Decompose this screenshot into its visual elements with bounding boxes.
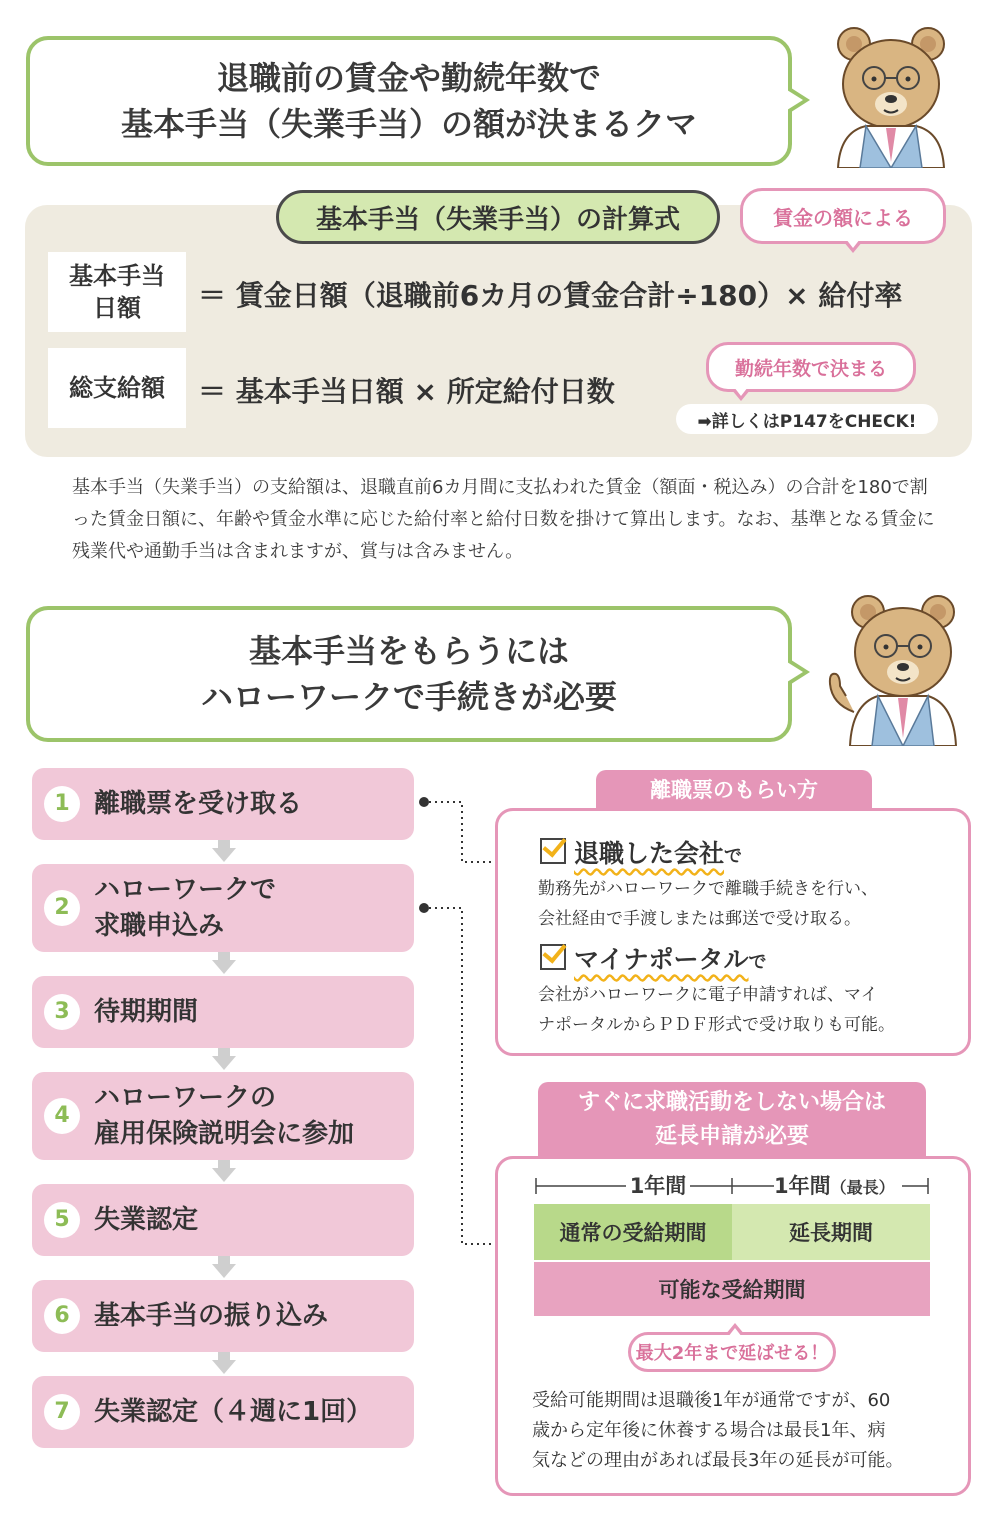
text-line: 気などの理由があれば最長3年の延長が可能。	[532, 1450, 904, 1471]
step-label: 待期期間	[94, 997, 199, 1027]
step-number: 3	[44, 994, 80, 1030]
period-1-label: 1年間	[626, 1170, 690, 1200]
slip-option-mynaportal-suffix: で	[748, 952, 767, 973]
step-label: ハローワークで	[94, 875, 277, 905]
text-line: 会社がハローワークに電子申請すれば、マイ	[538, 985, 878, 1005]
step-label: ハローワークの	[94, 1083, 277, 1113]
step-5	[32, 1184, 414, 1256]
check-page-link[interactable]: ➡詳しくはP147をCHECK!	[676, 404, 938, 434]
speech-bubble-wage	[26, 36, 792, 166]
separation-slip-tab: 離職票のもらい方	[596, 770, 872, 810]
step-label-2: 求職申込み	[94, 911, 225, 941]
bubble-line-2: 基本手当（失業手当）の額が決まるクマ	[120, 105, 697, 143]
extension-text	[532, 1386, 903, 1476]
years-note-text: 勤続年数で決まる	[734, 357, 887, 380]
extension-tab-line1: すぐに求職活動をしない場合は	[577, 1090, 886, 1115]
text-line: 歳から定年後に休養する場合は最長1年、病	[532, 1420, 886, 1441]
text-line: ナポータルからＰＤＦ形式で受け取りも可能。	[538, 1015, 895, 1035]
down-arrow-icon	[212, 1360, 236, 1374]
slip-option-company-text	[538, 874, 878, 934]
daily-allowance-label-line1: 基本手当	[69, 262, 165, 290]
step-number: 6	[44, 1298, 80, 1334]
bubble2-line-1: 基本手当をもらうには	[248, 632, 569, 670]
daily-allowance-label	[48, 252, 186, 332]
slip-option-mynaportal	[574, 940, 767, 976]
slip-option-mynaportal-text	[538, 980, 895, 1040]
down-arrow-icon	[212, 1168, 236, 1182]
normal-period-cell: 通常の受給期間	[534, 1204, 732, 1260]
step-4	[32, 1072, 414, 1160]
text-line: 受給可能期間は退職後1年が通常ですが、60	[532, 1390, 891, 1411]
text-line: 勤務先がハローワークで離職手続きを行い、	[538, 879, 878, 899]
step-label: 基本手当の振り込み	[94, 1301, 329, 1331]
step-7	[32, 1376, 414, 1448]
down-arrow-icon	[212, 1056, 236, 1070]
step-label: 失業認定（４週に1回）	[94, 1397, 373, 1427]
step-number: 5	[44, 1202, 80, 1238]
down-arrow-icon	[212, 960, 236, 974]
step-label-2: 雇用保険説明会に参加	[94, 1119, 355, 1149]
max-two-years-callout	[628, 1332, 836, 1372]
text-line: 会社経由で手渡しまたは郵送で受け取る。	[538, 909, 861, 929]
allowance-description: 基本手当（失業手当）の支給額は、退職直前6カ月間に支払われた賃金（額面・税込み）の合計を180で割った賃金日額に、年齢や賃金水準に応じた給付率と給付日数を掛けて算出します。なお、基準となる賃金に残業代や通勤手当は含まれますが、賞与は含みません。	[72, 477, 935, 562]
possible-period-cell: 可能な受給期間	[534, 1262, 930, 1316]
step-label: 失業認定	[94, 1205, 199, 1235]
speech-bubble-procedure	[26, 606, 792, 742]
extension-period-cell: 延長期間	[732, 1204, 930, 1260]
bubble-line-1: 退職前の賃金や勤続年数で	[216, 59, 601, 97]
step-number: 4	[44, 1098, 80, 1134]
bubble2-line-2: ハローワークで手続きが必要	[200, 678, 617, 716]
step-number: 2	[44, 890, 80, 926]
period-2-note: （最長）	[830, 1178, 895, 1197]
total-payment-label	[48, 348, 186, 428]
daily-allowance-formula: ＝ 賃金日額（退職前6カ月の賃金合計÷180）× 給付率	[198, 279, 903, 312]
slip-option-mynaportal-title: マイナポータル	[574, 945, 749, 974]
step-3	[32, 976, 414, 1048]
wage-note-pill	[740, 188, 946, 244]
total-payment-formula: ＝ 基本手当日額 × 所定給付日数	[198, 375, 615, 408]
total-payment-label-text: 総支給額	[69, 374, 165, 402]
formula-title: 基本手当（失業手当）の計算式	[276, 190, 720, 244]
wage-note-text: 賃金の額による	[773, 205, 913, 230]
period-2-value: 1年間	[774, 1174, 831, 1198]
step-1	[32, 768, 414, 840]
bear-pointing-illustration	[810, 592, 960, 746]
step-6	[32, 1280, 414, 1352]
step-number: 7	[44, 1394, 80, 1430]
extension-tab	[538, 1082, 926, 1158]
max-two-years-text: 最大2年まで延ばせる！	[635, 1343, 829, 1364]
step-2	[32, 864, 414, 952]
period-2-label	[774, 1170, 895, 1200]
step-label: 離職票を受け取る	[94, 789, 303, 819]
dotted-connectors	[414, 790, 504, 1250]
slip-option-company-title: 退職した会社	[574, 839, 725, 868]
bear-professor-illustration	[826, 22, 956, 168]
years-note-pill	[706, 342, 916, 392]
down-arrow-icon	[212, 1264, 236, 1278]
daily-allowance-label-line2: 日額	[93, 294, 141, 322]
checkbox-icon	[540, 944, 566, 970]
step-number: 1	[44, 786, 80, 822]
checkbox-icon	[540, 838, 566, 864]
slip-option-company-suffix: で	[724, 846, 743, 867]
down-arrow-icon	[212, 848, 236, 862]
slip-option-company	[574, 834, 742, 870]
extension-tab-line2: 延長申請が必要	[654, 1124, 809, 1149]
